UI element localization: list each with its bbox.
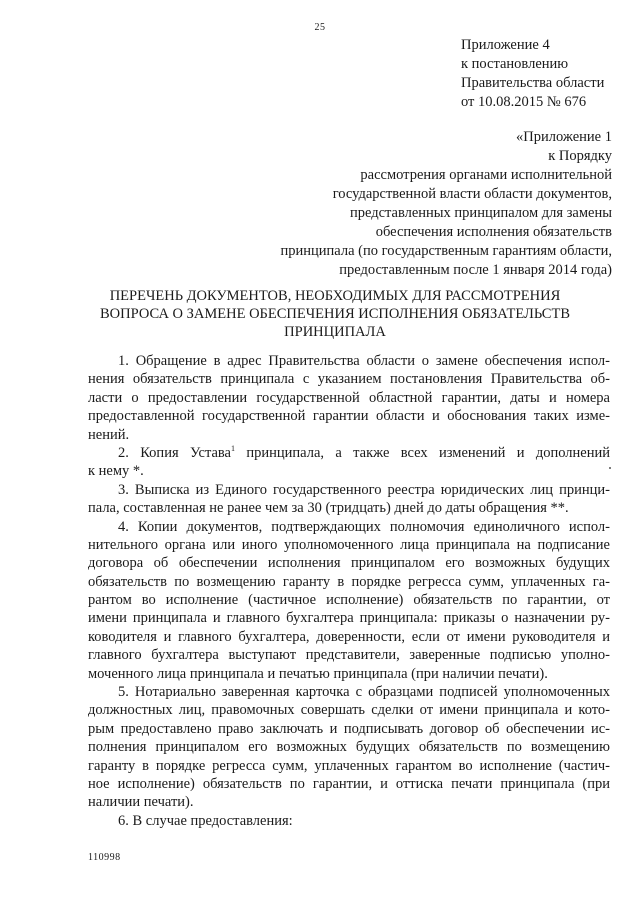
attachment-line: Правительства области: [461, 75, 605, 91]
note-line: принципала (по государственным гарантиям области,: [280, 243, 612, 259]
paragraph-4-line: обязательств по возмещению гаранту в порядке регресса сумм, уплаченных га-: [88, 573, 610, 590]
paragraph-2-text: принципала, а также всех изменений и дополнений: [234, 444, 611, 461]
paragraph-5-line: ное исполнение) обязательств по гарантии, и оттиска печати принципала (при: [88, 775, 610, 792]
paragraph-4-line: нительного органа или иного уполномоченного лица принципала на подписание: [88, 536, 610, 553]
paragraph-4-line: имени принципала и главного бухгалтера принципала: приказы о назначении ру-: [88, 610, 610, 627]
paragraph-5-line: полнения принципалом его возможных будущих обязательств по возмещению: [88, 739, 610, 756]
footer-code: 110998: [88, 852, 121, 863]
paragraph-5-line: должностных лиц, правомочных совершать сделки от имени принципала и кото-: [88, 702, 610, 719]
attachment-line: Приложение 4: [461, 37, 550, 53]
paragraph-4-line: главного бухгалтера выступают представители, заверенные подписью уполно-: [88, 647, 610, 664]
paragraph-1-line: предоставленной государственной гарантии области и обоснования таких изме-: [88, 408, 610, 425]
note-line: обеспечения исполнения обязательств: [375, 224, 612, 240]
note-line: предоставленным после 1 января 2014 года): [339, 262, 612, 278]
paragraph-5-line: гаранту в порядке регресса сумм, уплаченных гарантом во исполнение (частич-: [88, 757, 610, 774]
appendix-note: [281, 128, 613, 280]
paragraph-1-line: нений.: [88, 426, 130, 443]
paragraph-3-line: 3. Выписка из Единого государственного реестра юридических лиц принци-: [118, 481, 610, 498]
paragraph-1-line: нения обязательств принципала с указанием постановления Правительства об-: [88, 371, 610, 388]
document-title: [80, 287, 590, 341]
note-line: представленных принципалом для замены: [349, 205, 612, 221]
note-line: рассмотрения органами исполнительной: [360, 167, 612, 183]
paragraph-4-line: рантом во исполнение (частичное исполнение) обязательств по гарантии, от: [88, 592, 610, 609]
paragraph-4-line: 4. Копии документов, подтверждающих полномочия единоличного испол-: [118, 518, 610, 535]
paragraph-1-line: ласти о предоставлении государственной областной гарантии, даты и номера: [88, 389, 610, 406]
paragraph-5-line: 5. Нотариально заверенная карточка с образцами подписей уполномоченных: [118, 684, 610, 701]
paragraph-4-line: ководителя и главного бухгалтера, доверенности, если от имени руководителя и: [88, 628, 610, 645]
note-line: государственной власти области документов,: [332, 186, 612, 202]
paragraph-4-line: договора об обеспечении исполнения принципалом его возможных будущих: [88, 555, 610, 572]
page-number: 25: [314, 22, 326, 33]
paragraph-6-line: 6. В случае предоставления:: [118, 812, 293, 829]
paragraph-1-line: 1. Обращение в адрес Правительства области о замене обеспечения испол-: [118, 353, 610, 369]
paragraph-2-text: 2. Копия Устава: [118, 444, 231, 461]
paragraph-4-line: моченного лица принципала и печатью принципала (при наличии печати).: [88, 665, 548, 682]
paragraph-5-line: рым предоставлено право заключать и подписывать договор об обеспечении ис-: [88, 720, 610, 737]
attachment-line: к постановлению: [461, 56, 569, 72]
title-line: ВОПРОСА О ЗАМЕНЕ ОБЕСПЕЧЕНИЯ ИСПОЛНЕНИЯ ОБЯЗАТЕЛЬСТВ: [100, 306, 570, 322]
paragraph-2-line: [88, 444, 610, 462]
attachment-heading: [461, 36, 604, 112]
paragraph-3-line: пала, составленная не ранее чем за 30 (тридцать) дней до даты обращения **.: [88, 500, 569, 517]
note-line: «Приложение 1: [516, 129, 612, 145]
scan-speck: [609, 467, 611, 469]
document-body: [88, 352, 610, 830]
title-line: ПЕРЕЧЕНЬ ДОКУМЕНТОВ, НЕОБХОДИМЫХ ДЛЯ РАССМОТРЕНИЯ: [109, 288, 561, 304]
title-line: ПРИНЦИПАЛА: [284, 324, 386, 340]
attachment-line: от 10.08.2015 № 676: [461, 94, 587, 110]
paragraph-5-line: наличии печати).: [88, 794, 194, 811]
footnote-mark: 1: [230, 443, 235, 453]
paragraph-2-line: к нему *.: [88, 463, 144, 480]
note-line: к Порядку: [548, 148, 612, 164]
